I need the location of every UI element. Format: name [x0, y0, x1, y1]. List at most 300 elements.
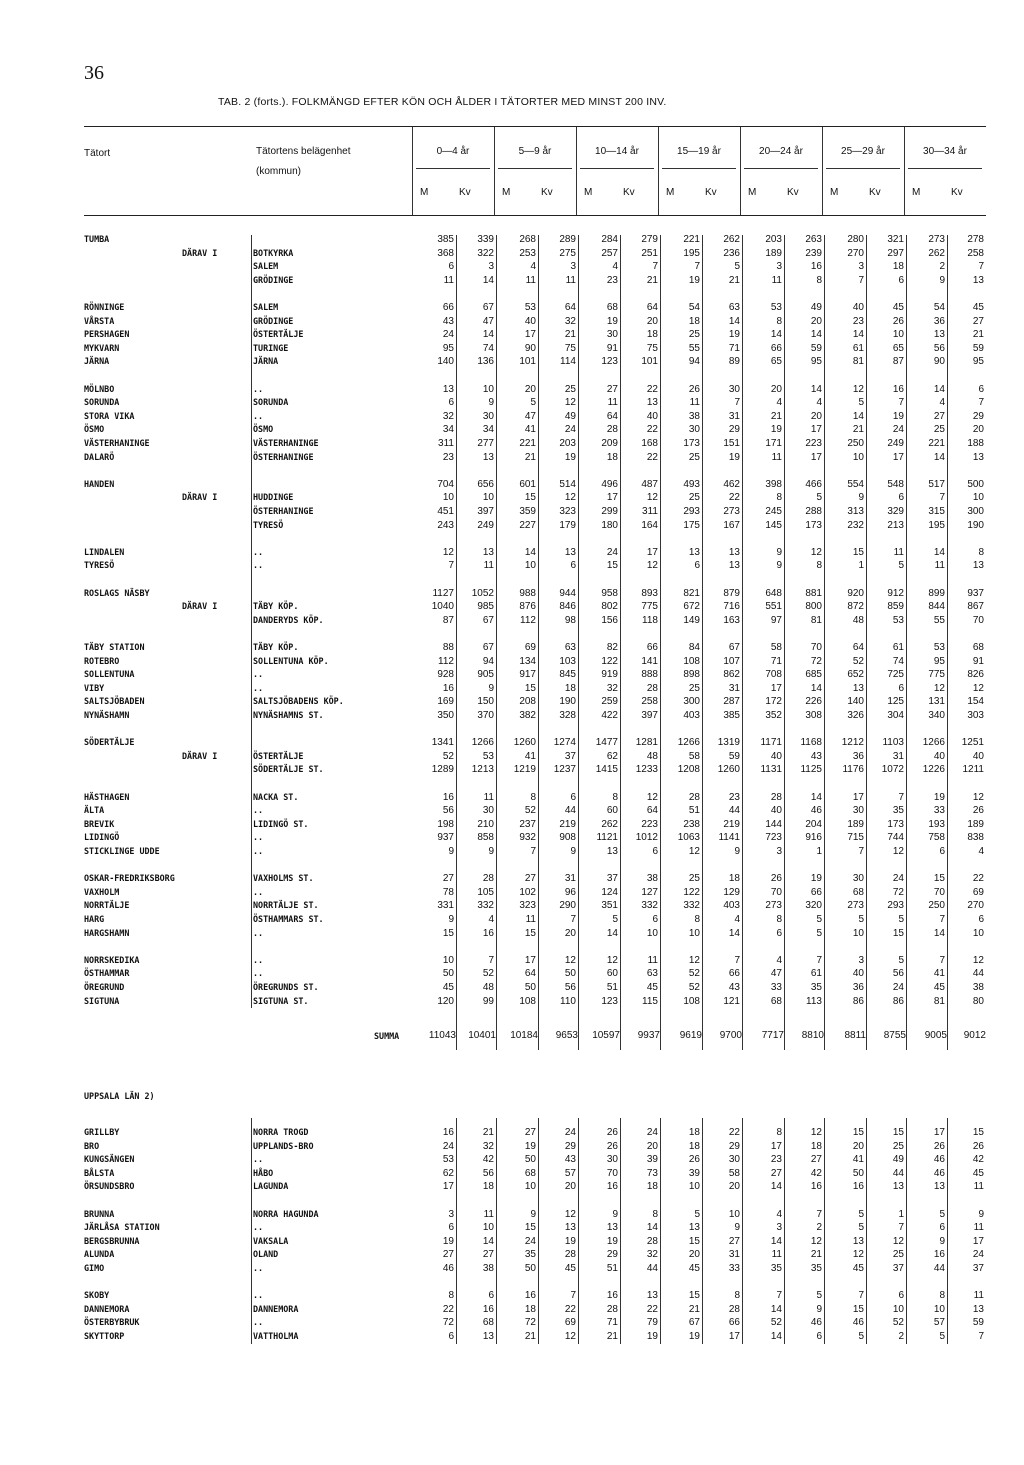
- cell-value: 21: [482, 1127, 494, 1138]
- cell-value: 13: [606, 846, 618, 857]
- cell-value: 37: [972, 1263, 984, 1274]
- cell-value: 1281: [635, 737, 658, 749]
- cell-value: 9: [776, 546, 782, 558]
- kommun-name: ..: [253, 805, 264, 816]
- cell-value: 37: [564, 750, 576, 762]
- cell-value: 52: [688, 982, 700, 993]
- cell-value: 7: [694, 261, 700, 273]
- cell-value: 3: [488, 261, 494, 273]
- cell-value: 64: [646, 302, 658, 313]
- cell-value: 54: [933, 302, 945, 313]
- cell-value: 150: [477, 696, 494, 708]
- cell-value: 22: [646, 383, 658, 395]
- cell-value: 38: [972, 982, 984, 993]
- tatort-name: LINDALEN: [84, 546, 125, 557]
- cell-value: 466: [805, 478, 822, 490]
- cell-value: 45: [972, 302, 984, 313]
- header-tatort: Tätort: [84, 148, 111, 159]
- cell-value: 188: [967, 438, 984, 449]
- cell-value: 8: [530, 791, 536, 803]
- cell-value: 715: [847, 832, 864, 844]
- cell-value: 18: [524, 1303, 536, 1315]
- cell-value: 23: [442, 451, 454, 463]
- cell-value: 21: [524, 451, 536, 463]
- cell-value: 82: [606, 642, 618, 653]
- cell-value: 14: [770, 1331, 782, 1342]
- cell-value: 42: [810, 1167, 822, 1179]
- kommun-name: ..: [253, 1222, 264, 1233]
- cell-value: 385: [723, 710, 740, 721]
- cell-value: 13: [852, 682, 864, 694]
- cell-value: 23: [728, 791, 740, 803]
- cell-value: 879: [723, 587, 740, 599]
- cell-value: 368: [437, 247, 454, 259]
- cell-value: 16: [442, 1127, 454, 1138]
- cell-value: 25: [688, 492, 700, 504]
- cell-value: 15: [892, 927, 904, 939]
- kommun-name: SORUNDA: [253, 397, 289, 408]
- cell-value: 14: [770, 1181, 782, 1193]
- column-rule: [538, 235, 539, 1050]
- cell-value: 6: [978, 914, 984, 925]
- cell-value: 108: [519, 995, 536, 1007]
- male-column-header: M: [420, 187, 429, 198]
- cell-value: 14: [810, 682, 822, 694]
- cell-value: 9: [978, 1208, 984, 1220]
- cell-value: 12: [646, 492, 658, 504]
- cell-value: 5: [898, 560, 904, 572]
- cell-value: 15: [852, 1303, 864, 1315]
- cell-value: 40: [646, 410, 658, 422]
- cell-value: 13: [606, 1222, 618, 1234]
- tatort-name: GIMO: [84, 1263, 105, 1273]
- cell-value: 44: [646, 1263, 658, 1274]
- cell-value: 332: [477, 900, 494, 912]
- cell-value: 96: [564, 886, 576, 898]
- cell-value: 20: [810, 410, 822, 422]
- cell-value: 11: [771, 1249, 782, 1261]
- cell-value: 24: [564, 1127, 576, 1138]
- cell-value: 91: [606, 342, 618, 354]
- cell-value: 164: [641, 519, 658, 531]
- cell-value: 84: [688, 642, 700, 653]
- cell-value: 71: [770, 655, 782, 667]
- cell-value: 16: [524, 1290, 536, 1302]
- cell-value: 9: [570, 846, 576, 857]
- cell-value: 716: [723, 601, 740, 613]
- cell-value: 69: [524, 642, 536, 653]
- section-title: UPPSALA LÄN 2): [84, 1091, 155, 1101]
- cell-value: 19: [892, 410, 904, 422]
- tatort-name: NORRTÄLJE: [84, 900, 130, 911]
- cell-value: 64: [606, 410, 618, 422]
- cell-value: 66: [810, 886, 822, 898]
- cell-value: 89: [728, 356, 740, 368]
- tatort-name: MÖLNBO: [84, 383, 115, 394]
- cell-value: 39: [688, 1167, 700, 1179]
- cell-value: 80: [972, 995, 984, 1007]
- cell-value: 221: [519, 438, 536, 449]
- cell-value: 1319: [717, 737, 740, 749]
- cell-value: 862: [723, 669, 740, 681]
- kommun-name: TÄBY KÖP.: [253, 642, 299, 652]
- cell-value: 14: [524, 546, 536, 558]
- cell-value: 95: [933, 655, 945, 667]
- cell-value: 67: [688, 1317, 700, 1329]
- cell-value: 11: [934, 560, 945, 572]
- cell-value: 601: [519, 478, 536, 490]
- cell-value: 26: [770, 873, 782, 885]
- cell-value: 350: [437, 710, 454, 721]
- cell-value: 23: [606, 274, 618, 286]
- cell-value: 30: [482, 805, 494, 817]
- cell-value: 844: [928, 601, 945, 613]
- cell-value: 19: [810, 873, 822, 885]
- cell-value: 108: [683, 655, 700, 667]
- cell-value: 290: [559, 900, 576, 912]
- cell-value: 838: [967, 832, 984, 844]
- tatort-name: BRUNNA: [84, 1208, 115, 1219]
- cell-value: 232: [847, 519, 864, 531]
- cell-value: 5: [858, 1222, 864, 1234]
- column-rule: [784, 235, 785, 1050]
- cell-value: 6: [652, 914, 658, 925]
- cell-value: 43: [442, 315, 454, 327]
- cell-value: 320: [805, 900, 822, 912]
- cell-value: 7: [448, 560, 454, 572]
- cell-value: 27: [482, 1249, 494, 1261]
- cell-value: 6: [448, 397, 454, 409]
- cell-value: 928: [437, 669, 454, 681]
- cell-value: 12: [892, 1235, 904, 1247]
- cell-value: 1266: [922, 737, 945, 749]
- cell-value: 56: [564, 982, 576, 993]
- cell-value: 13: [564, 1222, 576, 1234]
- kommun-name: ..: [253, 1290, 264, 1301]
- cell-value: 9: [488, 846, 494, 857]
- cell-value: 24: [442, 329, 454, 341]
- cell-value: 7: [776, 1290, 782, 1302]
- tatort-name: SORUNDA: [84, 397, 120, 408]
- kommun-name: SIGTUNA ST.: [253, 995, 309, 1006]
- cell-value: 279: [641, 234, 658, 245]
- cell-value: 16: [810, 1181, 822, 1193]
- kommun-name: SOLLENTUNA KÖP.: [253, 655, 329, 666]
- cell-value: 704: [437, 478, 454, 490]
- cell-value: 6: [978, 383, 984, 395]
- cell-value: 14: [810, 791, 822, 803]
- cell-value: 122: [683, 886, 700, 898]
- cell-value: 10: [482, 1222, 494, 1234]
- cell-value: 20: [564, 927, 576, 939]
- cell-value: 55: [688, 342, 700, 354]
- cell-value: 112: [520, 614, 536, 626]
- cell-value: 5: [858, 397, 864, 409]
- tatort-name: HARGSHAMN: [84, 927, 130, 938]
- cell-value: 18: [810, 1140, 822, 1152]
- cell-value: 10: [442, 954, 454, 966]
- cell-value: 45: [972, 1167, 984, 1179]
- tatort-name: ROTEBRO: [84, 655, 120, 666]
- cell-value: 86: [852, 995, 864, 1007]
- cell-value: 42: [972, 1154, 984, 1166]
- cell-value: 398: [765, 478, 782, 490]
- cell-value: 46: [852, 1317, 864, 1329]
- cell-value: 60: [606, 968, 618, 980]
- kommun-name: SALEM: [253, 302, 279, 312]
- cell-value: 9: [734, 1222, 740, 1234]
- kommun-name: TÄBY KÖP.: [253, 601, 299, 612]
- cell-value: 273: [765, 900, 782, 912]
- summa-value: 9012: [963, 1030, 986, 1041]
- cell-value: 72: [442, 1317, 454, 1329]
- cell-value: 28: [688, 791, 700, 803]
- age-group-header: 5—9 år: [518, 146, 552, 157]
- cell-value: 47: [524, 410, 536, 422]
- cell-value: 1260: [717, 764, 740, 776]
- cell-value: 13: [972, 274, 984, 286]
- column-rule: [456, 235, 457, 1050]
- cell-value: 22: [442, 1303, 454, 1315]
- cell-value: 1266: [677, 737, 700, 749]
- cell-value: 17: [892, 451, 904, 463]
- cell-value: 63: [728, 302, 740, 313]
- cell-value: 65: [770, 356, 782, 368]
- cell-value: 54: [688, 302, 700, 313]
- cell-value: 19: [606, 1235, 618, 1247]
- cell-value: 23: [852, 315, 864, 327]
- cell-value: 190: [559, 696, 576, 708]
- cell-value: 19: [728, 329, 740, 341]
- cell-value: 13: [482, 451, 494, 463]
- cell-value: 3: [858, 954, 864, 966]
- cell-value: 9: [488, 397, 494, 409]
- cell-value: 203: [559, 438, 576, 449]
- tatort-name: NORRSKEDIKA: [84, 954, 140, 965]
- cell-value: 17: [524, 954, 536, 966]
- cell-value: 4: [612, 261, 618, 273]
- cell-value: 32: [564, 315, 576, 327]
- tatort-name: STICKLINGE UDDE: [84, 846, 160, 856]
- tatort-name: TYRESÖ: [84, 560, 115, 571]
- cell-value: 13: [933, 1181, 945, 1193]
- cell-value: 28: [770, 791, 782, 803]
- kommun-name: VATTHOLMA: [253, 1331, 299, 1341]
- tatort-name: ÖSTERBYBRUK: [84, 1317, 140, 1328]
- cell-value: 11: [973, 1181, 984, 1193]
- cell-value: 14: [933, 383, 945, 395]
- cell-value: 6: [898, 492, 904, 504]
- cell-value: 13: [852, 1235, 864, 1247]
- cell-value: 19: [646, 1331, 658, 1342]
- tatort-name: DANNEMORA: [84, 1303, 130, 1314]
- cell-value: 40: [770, 750, 782, 762]
- cell-value: 3: [776, 846, 782, 857]
- cell-value: 195: [683, 247, 700, 259]
- cell-value: 802: [601, 601, 618, 613]
- cell-value: 10: [482, 492, 494, 504]
- cell-value: 14: [728, 315, 740, 327]
- kommun-name: ..: [253, 669, 264, 680]
- cell-value: 20: [852, 1140, 864, 1152]
- cell-value: 1141: [718, 832, 740, 844]
- summa-value: 10184: [510, 1030, 538, 1041]
- cell-value: 4: [939, 397, 945, 409]
- cell-value: 12: [972, 791, 984, 803]
- cell-value: 227: [519, 519, 536, 531]
- darav-label: DÄRAV I: [182, 601, 218, 612]
- cell-value: 16: [810, 261, 822, 273]
- cell-value: 13: [688, 1222, 700, 1234]
- cell-value: 288: [805, 506, 822, 517]
- age-group-separator: [822, 127, 823, 215]
- cell-value: 17: [770, 1140, 782, 1152]
- cell-value: 35: [892, 805, 904, 817]
- female-column-header: Kv: [705, 187, 717, 198]
- cell-value: 846: [559, 601, 576, 613]
- cell-value: 17: [728, 1331, 740, 1342]
- female-column-header: Kv: [787, 187, 799, 198]
- cell-value: 16: [892, 383, 904, 395]
- cell-value: 25: [564, 383, 576, 395]
- cell-value: 648: [765, 587, 782, 599]
- cell-value: 24: [564, 424, 576, 436]
- cell-value: 27: [810, 1154, 822, 1166]
- tatort-name: HANDEN: [84, 478, 115, 489]
- cell-value: 888: [641, 669, 658, 681]
- cell-value: 189: [765, 247, 782, 259]
- cell-value: 13: [688, 546, 700, 558]
- cell-value: 1266: [471, 737, 494, 749]
- cell-value: 31: [728, 1249, 740, 1261]
- column-rule: [906, 235, 907, 1050]
- cell-value: 45: [442, 982, 454, 993]
- column-rule: [947, 1118, 948, 1344]
- age-group-separator: [658, 127, 659, 215]
- cell-value: 51: [606, 1263, 618, 1274]
- tatort-name: BERGSBRUNNA: [84, 1235, 140, 1246]
- cell-value: 95: [972, 356, 984, 368]
- cell-value: 67: [728, 642, 740, 653]
- cell-value: 1415: [595, 764, 618, 776]
- cell-value: 12: [564, 1208, 576, 1220]
- cell-value: 63: [564, 642, 576, 653]
- cell-value: 209: [601, 438, 618, 449]
- cell-value: 17: [770, 682, 782, 694]
- cell-value: 129: [723, 886, 740, 898]
- cell-value: 4: [776, 954, 782, 966]
- cell-value: 16: [606, 1290, 618, 1302]
- kommun-column-rule: [251, 235, 252, 1008]
- kommun-name: ..: [253, 968, 264, 979]
- cell-value: 141: [641, 655, 658, 667]
- cell-value: 7: [858, 1290, 864, 1302]
- cell-value: 19: [606, 315, 618, 327]
- age-group-separator: [576, 127, 577, 215]
- cell-value: 16: [606, 1181, 618, 1193]
- age-group-header: 15—19 år: [677, 146, 721, 157]
- cell-value: 1040: [431, 601, 454, 613]
- cell-value: 66: [728, 1317, 740, 1329]
- cell-value: 68: [770, 995, 782, 1007]
- cell-value: 19: [933, 791, 945, 803]
- cell-value: 15: [524, 1222, 536, 1234]
- cell-value: 403: [723, 900, 740, 912]
- cell-value: 101: [519, 356, 536, 368]
- cell-value: 6: [816, 1331, 822, 1342]
- column-rule: [742, 235, 743, 1050]
- cell-value: 15: [852, 546, 864, 558]
- cell-value: 15: [933, 873, 945, 885]
- cell-value: 39: [646, 1154, 658, 1166]
- cell-value: 5: [530, 397, 536, 409]
- cell-value: 44: [933, 1263, 945, 1274]
- cell-value: 50: [524, 1154, 536, 1166]
- cell-value: 13: [728, 560, 740, 572]
- cell-value: 46: [933, 1167, 945, 1179]
- cell-value: 1052: [471, 587, 494, 599]
- cell-value: 287: [723, 696, 740, 708]
- cell-value: 11: [525, 914, 536, 925]
- cell-value: 5: [816, 492, 822, 504]
- cell-value: 18: [482, 1181, 494, 1193]
- summa-value: 7717: [761, 1030, 784, 1041]
- cell-value: 121: [723, 995, 740, 1007]
- cell-value: 881: [805, 587, 822, 599]
- cell-value: 293: [683, 506, 700, 517]
- cell-value: 175: [683, 519, 700, 531]
- cell-value: 253: [519, 247, 536, 259]
- cell-value: 332: [683, 900, 700, 912]
- cell-value: 6: [448, 1331, 454, 1342]
- cell-value: 10: [524, 560, 536, 572]
- tatort-name: ÖRSUNDSBRO: [84, 1181, 135, 1192]
- kommun-name: ..: [253, 927, 264, 938]
- cell-value: 14: [810, 329, 822, 341]
- cell-value: 10: [933, 1303, 945, 1315]
- kommun-name: DANNEMORA: [253, 1303, 299, 1314]
- cell-value: 329: [887, 506, 904, 517]
- cell-value: 6: [898, 682, 904, 694]
- cell-value: 52: [688, 968, 700, 980]
- cell-value: 46: [810, 805, 822, 817]
- cell-value: 7: [939, 914, 945, 925]
- cell-value: 725: [887, 669, 904, 681]
- cell-value: 52: [482, 968, 494, 980]
- cell-value: 908: [559, 832, 576, 844]
- age-group-underline: [744, 168, 818, 169]
- cell-value: 16: [482, 927, 494, 939]
- cell-value: 64: [564, 302, 576, 313]
- cell-value: 12: [646, 791, 658, 803]
- cell-value: 52: [524, 805, 536, 817]
- cell-value: 958: [601, 587, 618, 599]
- cell-value: 13: [892, 1181, 904, 1193]
- tatort-name: SALTSJÖBADEN: [84, 696, 145, 707]
- cell-value: 912: [887, 587, 904, 599]
- cell-value: 8: [776, 315, 782, 327]
- cell-value: 29: [606, 1249, 618, 1261]
- summa-label: SUMMA: [374, 1031, 400, 1041]
- cell-value: 14: [482, 274, 494, 286]
- kommun-name: ÖSTERHANINGE: [253, 451, 314, 462]
- age-group-underline: [580, 168, 654, 169]
- cell-value: 270: [967, 900, 984, 912]
- cell-value: 7: [978, 261, 984, 273]
- cell-value: 10: [852, 927, 864, 939]
- column-rule: [824, 1118, 825, 1344]
- cell-value: 26: [688, 383, 700, 395]
